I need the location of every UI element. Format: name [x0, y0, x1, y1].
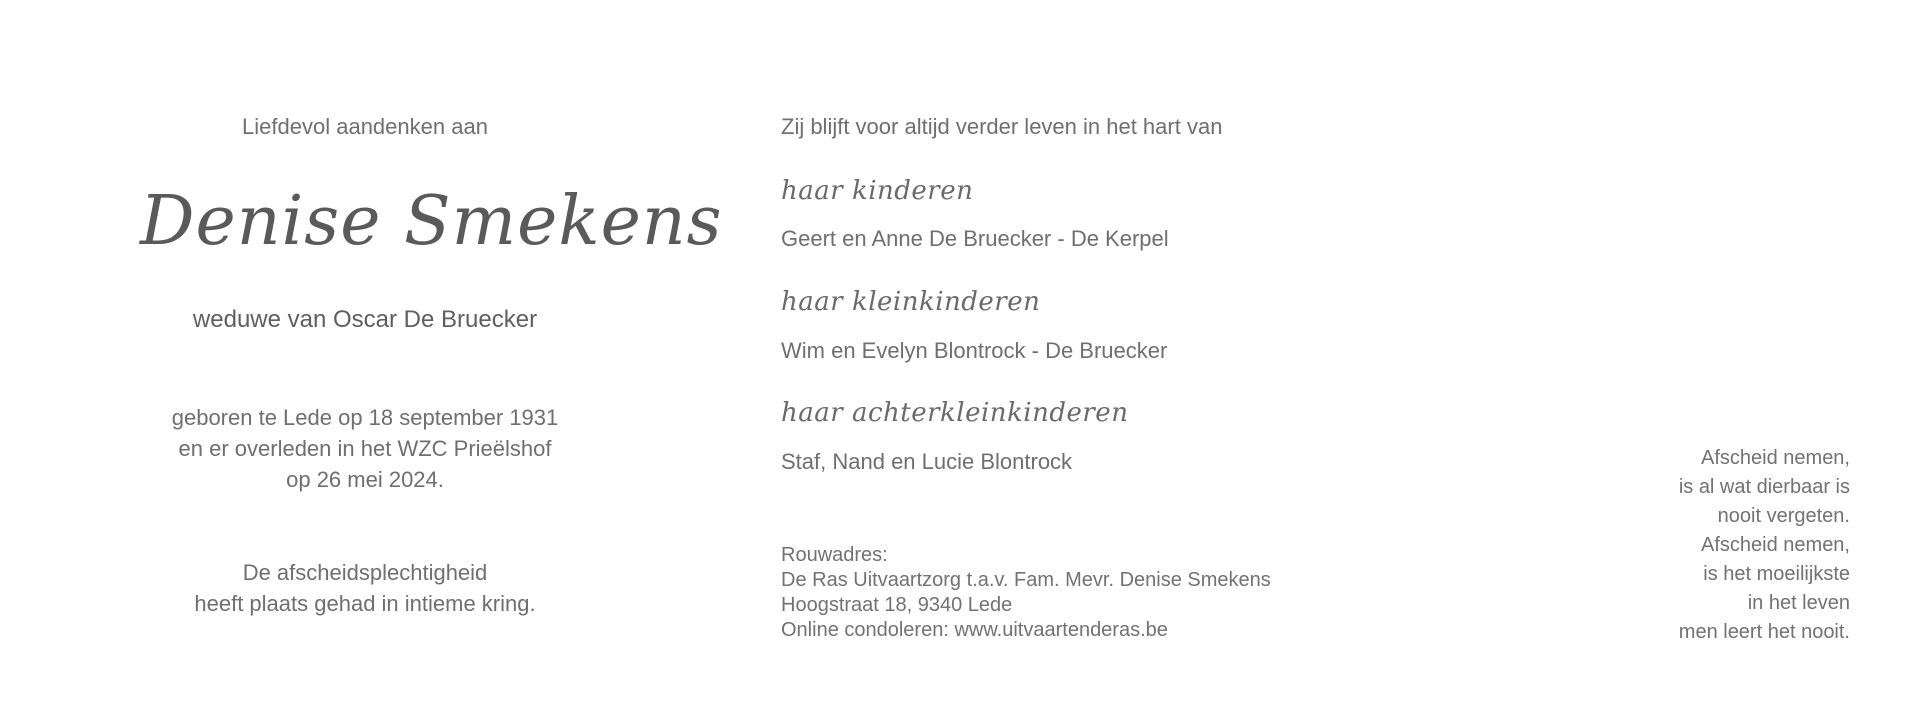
online-condolence: Online condoleren: www.uitvaartenderas.be: [781, 619, 1168, 641]
ceremony-line-1: De afscheidsplechtigheid: [242, 560, 488, 585]
poem: [1530, 444, 1850, 647]
group-title-great-grandchildren: haar achterkleinkinderen: [781, 398, 1129, 428]
address-street: Hoogstraat 18, 9340 Lede: [781, 594, 1013, 616]
poem-line: Afscheid nemen,: [1701, 447, 1850, 469]
spouse-text: weduwe van Oscar De Bruecker: [192, 306, 538, 333]
ceremony-info: [140, 557, 590, 619]
group-title-grandchildren: haar kleinkinderen: [781, 287, 1041, 317]
address-block: [781, 543, 1271, 643]
group-title-children: haar kinderen: [781, 176, 974, 206]
poem-line: Afscheid nemen,: [1701, 534, 1850, 556]
group-names-great-grandchildren: Staf, Nand en Lucie Blontrock: [781, 449, 1073, 474]
address-recipient: De Ras Uitvaartzorg t.a.v. Fam. Mevr. Denise Smekens: [781, 569, 1271, 591]
ceremony-line-2: heeft plaats gehad in intieme kring.: [194, 591, 536, 616]
deceased-name: Denise Smekens: [140, 182, 723, 261]
address-label: Rouwadres:: [781, 544, 888, 566]
group-names-children: Geert en Anne De Bruecker - De Kerpel: [781, 226, 1169, 251]
birth-line: geboren te Lede op 18 september 1931: [171, 405, 559, 430]
poem-line: nooit vergeten.: [1717, 505, 1850, 527]
poem-line: is het moeilijkste: [1703, 563, 1850, 585]
birth-death-info: [140, 402, 590, 495]
poem-line: is al wat dierbaar is: [1678, 476, 1850, 498]
death-place-line: en er overleden in het WZC Prieëlshof: [178, 436, 552, 461]
poem-line: men leert het nooit.: [1678, 621, 1850, 643]
remembrance-intro: Zij blijft voor altijd verder leven in het hart van: [781, 114, 1223, 139]
death-date-line: op 26 mei 2024.: [286, 467, 444, 492]
intro-text: Liefdevol aandenken aan: [242, 114, 488, 139]
group-names-grandchildren: Wim en Evelyn Blontrock - De Bruecker: [781, 338, 1168, 363]
poem-line: in het leven: [1747, 592, 1850, 614]
